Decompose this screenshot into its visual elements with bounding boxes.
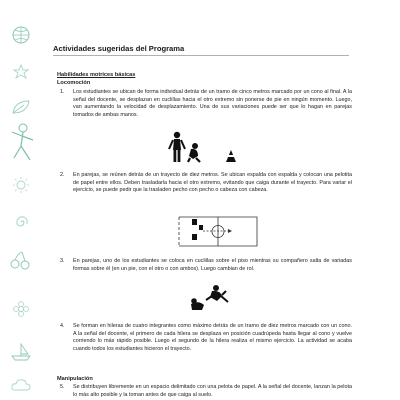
flower-doodle-icon: [11, 300, 31, 318]
globe-doodle-icon: [8, 24, 34, 46]
cherries-doodle-icon: [8, 250, 34, 270]
activity-text: En parejas, se reúnen detrás de un trayecto de diez metros. Se ubican espalda con espalda y colocan una pelotita de papel entre ellos. Deben trasladarla hacia el otro extremo, evitando que caiga durante el trayecto. Para variar el ejercicio, se puede pedir que la trasladen pecho con pecho o cabeza con cabeza.: [73, 172, 352, 194]
activity-number: 4.: [60, 323, 65, 329]
activity-text: En parejas, uno de los estudiantes se coloca en cuclillas sobre el piso mientras su compañero salta de variadas formas sobre él (en un pie, con el otro o con ambos). Luego cambian de rol.: [73, 258, 352, 272]
subsection-title-manipulacion: Manipulación: [57, 376, 93, 382]
activity-number: 2.: [60, 172, 65, 178]
sun-doodle-icon: [10, 176, 32, 194]
spiral-doodle-icon: [12, 214, 30, 230]
activity-text: Se distribuyen libremente en un espacio delimitado con una pelota de papel. A la señal del docente, lanzan la pelota lo más alto posible y la toman antes de que caiga al suelo.: [73, 384, 352, 398]
subsection-title-locomocion: Locomoción: [57, 80, 91, 86]
crouch-walk-illustration: [160, 131, 240, 163]
sailboat-doodle-icon: [9, 342, 33, 362]
section-title: Habilidades motrices básicas: [57, 72, 136, 78]
star-doodle-icon: [12, 64, 30, 80]
activity-number: 3.: [60, 258, 65, 264]
field-diagram-illustration: [176, 214, 264, 250]
leapfrog-illustration: [186, 284, 236, 312]
cloud-doodle-icon: [10, 376, 32, 394]
page-title: Actividades sugeridas del Programa: [53, 44, 185, 53]
activity-text: Se forman en hileras de cuatro integrantes como máximo detrás de un tramo de diez metros marcado con un cono. A la señal del docente, el primero de cada hilera se desplaza en posición cuadrúpeda hasta llegar al cono y vuelve corriendo lo más rápido posible. Luego el segundo de la hilera realiza el mismo ejercicio. La actividad se acaba cuando todos los estudiantes hicieron el trayecto.: [73, 323, 352, 352]
decorative-sidebar: [0, 0, 42, 400]
activity-number: 1.: [60, 89, 65, 95]
title-divider: [53, 55, 349, 56]
activity-number: 5.: [60, 384, 65, 390]
leaf-doodle-icon: [10, 98, 32, 116]
running-child-doodle-icon: [6, 122, 38, 164]
activity-text: Los estudiantes se ubican de forma individual detrás de un tramo de cinco metros marcado por un cono al final. A la señal del docente, se desplazan en cuclillas hacia el otro extremo sin ponerse de pie en ningún momento. Luego, van aumentando la velocidad de desplazamiento. Una de sus variaciones puede ser que lo hagan en parejas tomados de ambas manos.: [73, 89, 352, 118]
